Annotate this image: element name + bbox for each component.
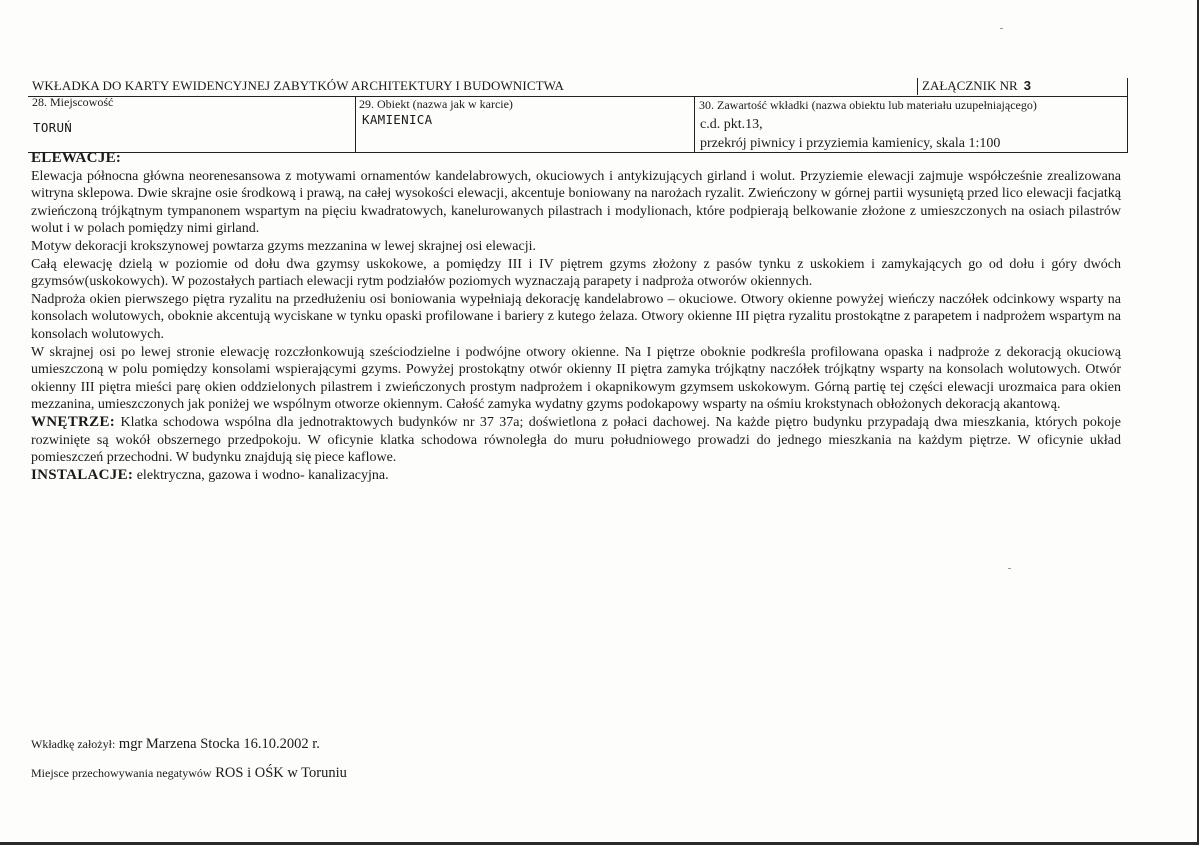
prepared-by-label: Wkładkę założył: — [31, 737, 116, 751]
elewacje-heading: ELEWACJE: — [31, 150, 122, 166]
wnetrze-section — [31, 414, 1121, 467]
elewacje-paragraph: Całą elewację dzielą w poziomie od dołu dwa gzymsy uskokowe, a pomiędzy III i IV piętrem gzyms złożony z pasów tynku z uskokiem i zamykających go od dołu i góry dwóch gzymsów(uskokowych). W pozostałych partiach elewacji rytm podziałów poziomych wyznaczają parapety i nadproża otworów okiennych. — [31, 256, 1121, 290]
description-body — [31, 150, 1121, 484]
elewacje-paragraph: Elewacja północna główna neorenesansowa z motywami ornamentów kandelabrowych, okuciowych i antykizujących girland i wolut. Przyziemie elewacji zajmuje współcześnie zrealizowana witryna sklepowa. Dwie skrajne osie środkową i prawą, na całej wysokości elewacji, akcentuje boniowany na narożach ryzalit. Zwieńczony w górnej partii wysuniętą przed lico elewacji facjatką zwieńczoną trójkątnym tympanonem wspartym na pięciu kwadratowych, kanelurowanych pilastrach i modylionach, które podpierają belkowanie złożone z umieszczonych na osiach pilastrów wolut i w polach pomiędzy nimi girland. — [31, 168, 1121, 237]
attachment-label: ZAŁĄCZNIK NR — [922, 78, 1018, 93]
negatives-storage — [31, 765, 347, 782]
prepared-by — [31, 736, 320, 753]
wnetrze-heading: WNĘTRZE: — [31, 413, 116, 430]
field-29-value: KAMIENICA — [362, 112, 433, 127]
elewacje-paragraph: Motyw dekoracji krokszynowej powtarza gzyms mezzanina w lewej skrajnej osi elewacji. — [31, 238, 536, 254]
negatives-storage-value: ROS i OŚK w Toruniu — [215, 765, 347, 781]
field-28-value: TORUŃ — [33, 120, 73, 135]
grid-divider — [1127, 96, 1128, 153]
form-title: WKŁADKA DO KARTY EWIDENCYJNEJ ZABYTKÓW ARCHITEKTURY I BUDOWNICTWA — [32, 78, 565, 93]
scan-speck — [1008, 568, 1011, 569]
elewacje-paragraph: W skrajnej osi po lewej stronie elewację rozczłonkowują sześciodzielne i podwójne otwory okienne. Na I piętrze obokniе podkreśla profilowana opaska i nadproże z dekoracją okuciową umieszczoną w polu pomiędzy konsolami wspierającymi gzyms. Powyżej prostokątny otwór okienny II piętra zamyka trójkątny naczółek trójkątny wsparty na konsolach wolutowych. Otwór okienny III piętra mieści parę okien oddzielonych pilastrem i zwieńczonych prostym nadprożem i okapnikowym gzymsem uskokowym. Górną partię tej części elewacji urozmaica para okien mezzanina, umieszczonych jak poniżej we wspólnym otworze okiennym. Całość zamyka wydatny gzyms podokapowy wsparty na ośmiu krokstynach obłożonych dekoracją akantową. — [31, 344, 1121, 413]
header-divider — [1127, 78, 1128, 97]
attachment-number — [917, 78, 1031, 95]
field-29-label: 29. Obiekt (nazwa jak w karcie) — [359, 97, 513, 111]
attachment-value: 3 — [1023, 78, 1031, 93]
prepared-by-value: mgr Marzena Stocka 16.10.2002 r. — [118, 736, 320, 752]
grid-divider — [355, 96, 356, 153]
grid-top-line — [28, 96, 1128, 97]
instalacje-heading: INSTALACJE: — [31, 466, 134, 483]
field-30-label: 30. Zawartość wkładki (nazwa obiektu lub materiału uzupełniającego) — [699, 98, 1037, 112]
scan-speck — [1000, 28, 1003, 29]
grid-divider — [694, 96, 695, 153]
field-28-label: 28. Miejscowość — [32, 95, 114, 109]
instalacje-text: elektryczna, gazowa i wodno- kanalizacyjna. — [133, 467, 389, 483]
negatives-storage-label: Miejsce przechowywania negatywów — [31, 766, 212, 780]
field-30-line2: przekrój piwnicy i przyziemia kamienicy, skala 1:100 — [700, 136, 1001, 151]
instalacje-section — [31, 467, 1121, 485]
elewacje-paragraph: Nadproża okien pierwszego piętra ryzalitu na przedłużeniu osi boniowania wypełniają dekorację kandelabrowo – okuciowe. Otwory okienne powyżej wieńczy naczółek odcinkowy wsparty na konsolach wolutowych, obokniе akcentują wyciskane w tynku opaski profilowane i bariery z kutego żelaza. Otwory okienne III piętra ryzalitu prostokątne z parapetem i nadprożem wspartym na konsolach wolutowych. — [31, 291, 1121, 342]
wnetrze-text: Klatka schodowa wspólna dla jednotraktowych budynków nr 37 37a; doświetlona z połaci dachowej. Na każde piętro budynku przypadają dwa mieszkania, których pokoje rozwinięte są wokół obszernego przedpokoju. W oficynie klatka schodowa równoległa do muru południowego prowadzi do jednego mieszkania na każdym piętrze. W oficynie układ pomieszczeń przechodni. W budynku znajdują się piece kaflowe. — [31, 414, 1121, 466]
field-30-line1: c.d. pkt.13, — [700, 117, 763, 132]
